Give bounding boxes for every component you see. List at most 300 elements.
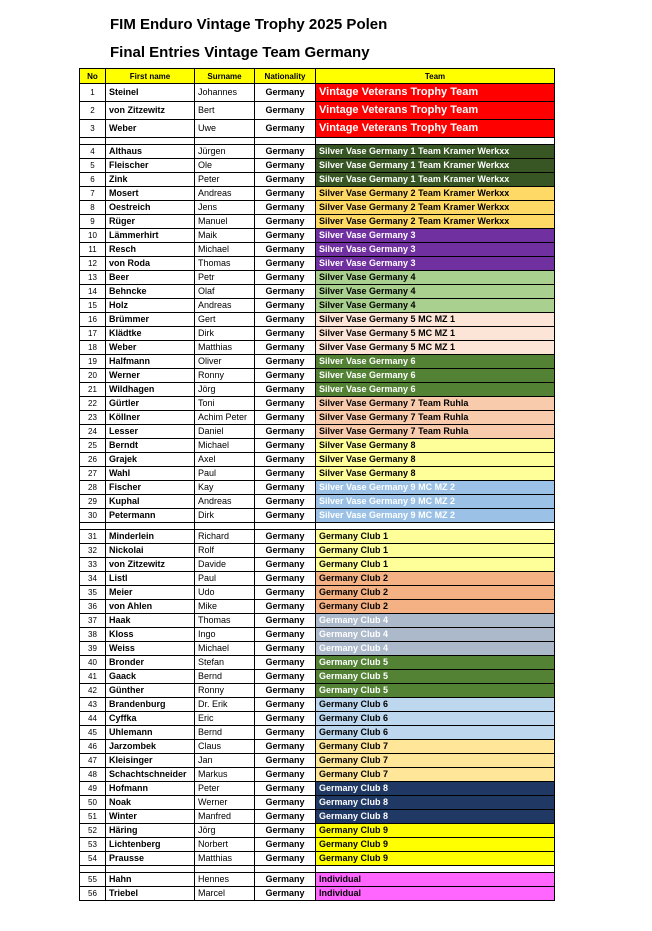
nationality-cell: Germany [255,467,316,481]
table-row [80,243,555,257]
surname-cell: Michael [195,439,255,453]
nationality-cell: Germany [255,369,316,383]
table-row [80,341,555,355]
nationality-cell: Germany [255,698,316,712]
no-cell: 4 [80,145,106,159]
team-cell: Silver Vase Germany 3 [316,257,555,271]
table-row [80,754,555,768]
table-body [80,84,555,901]
table-row [80,383,555,397]
nationality-cell: Germany [255,558,316,572]
surname-cell: Ole [195,159,255,173]
spacer-cell [106,523,195,530]
first-name-cell: Weiss [106,642,195,656]
team-cell: Germany Club 6 [316,712,555,726]
first-name-cell: Zink [106,173,195,187]
nationality-cell: Germany [255,600,316,614]
team-cell: Silver Vase Germany 7 Team Ruhla [316,411,555,425]
team-cell: Silver Vase Germany 1 Team Kramer Werkxx [316,145,555,159]
surname-cell: Thomas [195,614,255,628]
team-cell: Germany Club 9 [316,838,555,852]
surname-cell: Matthias [195,852,255,866]
no-cell: 54 [80,852,106,866]
no-cell: 37 [80,614,106,628]
first-name-cell: Lichtenberg [106,838,195,852]
no-cell: 49 [80,782,106,796]
surname-cell: Andreas [195,495,255,509]
no-cell: 25 [80,439,106,453]
table-row [80,411,555,425]
table-row [80,740,555,754]
team-cell: Germany Club 5 [316,670,555,684]
table-row [80,102,555,120]
surname-cell: Werner [195,796,255,810]
nationality-cell: Germany [255,873,316,887]
first-name-cell: Gürtler [106,397,195,411]
first-name-cell: Beer [106,271,195,285]
first-name-cell: Weber [106,341,195,355]
nationality-cell: Germany [255,313,316,327]
surname-cell: Axel [195,453,255,467]
table-row [80,873,555,887]
team-cell: Silver Vase Germany 6 [316,383,555,397]
header-no: No [80,69,106,84]
nationality-cell: Germany [255,726,316,740]
table-row [80,614,555,628]
team-cell: Germany Club 2 [316,600,555,614]
no-cell: 38 [80,628,106,642]
table-row [80,215,555,229]
team-cell: Germany Club 2 [316,572,555,586]
first-name-cell: Oestreich [106,201,195,215]
team-cell: Vintage Veterans Trophy Team [316,102,555,120]
surname-cell: Ronny [195,369,255,383]
no-cell: 20 [80,369,106,383]
table-row [80,838,555,852]
spacer-cell [195,138,255,145]
nationality-cell: Germany [255,257,316,271]
first-name-cell: Brümmer [106,313,195,327]
team-cell: Germany Club 5 [316,656,555,670]
first-name-cell: Halfmann [106,355,195,369]
header-first-name: First name [106,69,195,84]
first-name-cell: Meier [106,586,195,600]
surname-cell: Claus [195,740,255,754]
surname-cell: Petr [195,271,255,285]
nationality-cell: Germany [255,383,316,397]
team-cell: Germany Club 6 [316,698,555,712]
team-cell: Germany Club 9 [316,852,555,866]
first-name-cell: Köllner [106,411,195,425]
surname-cell: Dirk [195,509,255,523]
no-cell: 46 [80,740,106,754]
table-row [80,313,555,327]
table-row [80,397,555,411]
surname-cell: Udo [195,586,255,600]
team-cell: Individual [316,887,555,901]
spacer-cell [80,523,106,530]
no-cell: 42 [80,684,106,698]
team-cell: Silver Vase Germany 1 Team Kramer Werkxx [316,173,555,187]
first-name-cell: Listl [106,572,195,586]
first-name-cell: Weber [106,120,195,138]
nationality-cell: Germany [255,656,316,670]
team-cell: Germany Club 8 [316,796,555,810]
table-row [80,425,555,439]
surname-cell: Matthias [195,341,255,355]
nationality-cell: Germany [255,782,316,796]
no-cell: 9 [80,215,106,229]
table-row [80,656,555,670]
first-name-cell: Hahn [106,873,195,887]
surname-cell: Andreas [195,187,255,201]
nationality-cell: Germany [255,684,316,698]
first-name-cell: Holz [106,299,195,313]
spacer-cell [80,866,106,873]
surname-cell: Markus [195,768,255,782]
first-name-cell: Petermann [106,509,195,523]
first-name-cell: Lesser [106,425,195,439]
no-cell: 55 [80,873,106,887]
nationality-cell: Germany [255,824,316,838]
table-row [80,229,555,243]
nationality-cell: Germany [255,887,316,901]
no-cell: 47 [80,754,106,768]
no-cell: 43 [80,698,106,712]
team-cell: Germany Club 4 [316,642,555,656]
surname-cell: Davide [195,558,255,572]
surname-cell: Kay [195,481,255,495]
nationality-cell: Germany [255,796,316,810]
team-cell: Germany Club 8 [316,782,555,796]
table-row [80,481,555,495]
no-cell: 50 [80,796,106,810]
surname-cell: Jan [195,754,255,768]
table-row [80,327,555,341]
nationality-cell: Germany [255,271,316,285]
first-name-cell: Wildhagen [106,383,195,397]
first-name-cell: von Zitzewitz [106,102,195,120]
team-cell: Germany Club 7 [316,768,555,782]
first-name-cell: Rüger [106,215,195,229]
team-cell: Silver Vase Germany 3 [316,243,555,257]
nationality-cell: Germany [255,397,316,411]
first-name-cell: Berndt [106,439,195,453]
table-row [80,887,555,901]
team-cell: Germany Club 5 [316,684,555,698]
first-name-cell: Triebel [106,887,195,901]
table-row [80,530,555,544]
first-name-cell: Resch [106,243,195,257]
surname-cell: Norbert [195,838,255,852]
team-cell: Vintage Veterans Trophy Team [316,120,555,138]
no-cell: 15 [80,299,106,313]
table-row [80,768,555,782]
team-cell: Silver Vase Germany 2 Team Kramer Werkxx [316,215,555,229]
nationality-cell: Germany [255,509,316,523]
spacer-cell [255,523,316,530]
first-name-cell: Kleisinger [106,754,195,768]
table-row [80,299,555,313]
table-row [80,628,555,642]
header-surname: Surname [195,69,255,84]
first-name-cell: Minderlein [106,530,195,544]
table-row [80,810,555,824]
surname-cell: Bernd [195,726,255,740]
no-cell: 45 [80,726,106,740]
first-name-cell: Werner [106,369,195,383]
spacer-cell [316,866,555,873]
no-cell: 5 [80,159,106,173]
team-cell: Silver Vase Germany 8 [316,453,555,467]
nationality-cell: Germany [255,120,316,138]
surname-cell: Daniel [195,425,255,439]
team-cell: Silver Vase Germany 4 [316,271,555,285]
first-name-cell: Fischer [106,481,195,495]
first-name-cell: Wahl [106,467,195,481]
table-row [80,544,555,558]
table-row [80,698,555,712]
nationality-cell: Germany [255,586,316,600]
first-name-cell: Klädtke [106,327,195,341]
table-row [80,187,555,201]
no-cell: 32 [80,544,106,558]
table-row [80,120,555,138]
surname-cell: Michael [195,243,255,257]
team-cell: Germany Club 4 [316,614,555,628]
nationality-cell: Germany [255,187,316,201]
first-name-cell: Hofmann [106,782,195,796]
first-name-cell: Kloss [106,628,195,642]
no-cell: 52 [80,824,106,838]
team-cell: Silver Vase Germany 1 Team Kramer Werkxx [316,159,555,173]
no-cell: 17 [80,327,106,341]
first-name-cell: Steinel [106,84,195,102]
no-cell: 28 [80,481,106,495]
nationality-cell: Germany [255,544,316,558]
surname-cell: Rolf [195,544,255,558]
nationality-cell: Germany [255,285,316,299]
surname-cell: Achim Peter [195,411,255,425]
team-cell: Germany Club 2 [316,586,555,600]
team-cell: Silver Vase Germany 9 MC MZ 2 [316,481,555,495]
nationality-cell: Germany [255,481,316,495]
nationality-cell: Germany [255,439,316,453]
team-cell: Individual [316,873,555,887]
nationality-cell: Germany [255,453,316,467]
surname-cell: Johannes [195,84,255,102]
table-row [80,684,555,698]
no-cell: 3 [80,120,106,138]
nationality-cell: Germany [255,712,316,726]
no-cell: 11 [80,243,106,257]
no-cell: 30 [80,509,106,523]
surname-cell: Ingo [195,628,255,642]
first-name-cell: Brandenburg [106,698,195,712]
no-cell: 39 [80,642,106,656]
table-row [80,355,555,369]
team-cell: Germany Club 8 [316,810,555,824]
team-cell: Germany Club 1 [316,530,555,544]
table-row [80,852,555,866]
no-cell: 48 [80,768,106,782]
surname-cell: Uwe [195,120,255,138]
group-spacer-row [80,138,555,145]
table-row [80,271,555,285]
no-cell: 29 [80,495,106,509]
surname-cell: Toni [195,397,255,411]
spacer-cell [255,138,316,145]
no-cell: 2 [80,102,106,120]
first-name-cell: Althaus [106,145,195,159]
first-name-cell: Grajek [106,453,195,467]
spacer-cell [255,866,316,873]
team-cell: Germany Club 1 [316,558,555,572]
first-name-cell: Prausse [106,852,195,866]
surname-cell: Andreas [195,299,255,313]
entries-table [79,68,555,901]
table-row [80,572,555,586]
nationality-cell: Germany [255,355,316,369]
team-cell: Germany Club 7 [316,754,555,768]
nationality-cell: Germany [255,852,316,866]
surname-cell: Stefan [195,656,255,670]
team-cell: Silver Vase Germany 4 [316,285,555,299]
no-cell: 12 [80,257,106,271]
document-title: FIM Enduro Vintage Trophy 2025 Polen [110,16,388,33]
no-cell: 53 [80,838,106,852]
no-cell: 24 [80,425,106,439]
no-cell: 19 [80,355,106,369]
first-name-cell: von Roda [106,257,195,271]
no-cell: 34 [80,572,106,586]
document-subtitle: Final Entries Vintage Team Germany [110,44,370,61]
first-name-cell: Uhlemann [106,726,195,740]
table-row [80,173,555,187]
surname-cell: Paul [195,467,255,481]
team-cell: Silver Vase Germany 8 [316,467,555,481]
nationality-cell: Germany [255,642,316,656]
nationality-cell: Germany [255,173,316,187]
surname-cell: Bert [195,102,255,120]
header-team: Team [316,69,555,84]
team-cell: Silver Vase Germany 9 MC MZ 2 [316,509,555,523]
no-cell: 44 [80,712,106,726]
no-cell: 22 [80,397,106,411]
table-row [80,453,555,467]
surname-cell: Michael [195,642,255,656]
team-cell: Silver Vase Germany 7 Team Ruhla [316,397,555,411]
first-name-cell: Gaack [106,670,195,684]
team-cell: Germany Club 7 [316,740,555,754]
first-name-cell: Nickolai [106,544,195,558]
nationality-cell: Germany [255,425,316,439]
spacer-cell [316,138,555,145]
no-cell: 21 [80,383,106,397]
spacer-cell [80,138,106,145]
surname-cell: Jörg [195,383,255,397]
no-cell: 13 [80,271,106,285]
team-cell: Silver Vase Germany 8 [316,439,555,453]
team-cell: Silver Vase Germany 4 [316,299,555,313]
surname-cell: Paul [195,572,255,586]
table-row [80,600,555,614]
no-cell: 27 [80,467,106,481]
surname-cell: Peter [195,173,255,187]
table-row [80,257,555,271]
nationality-cell: Germany [255,229,316,243]
nationality-cell: Germany [255,768,316,782]
table-row [80,670,555,684]
first-name-cell: Mosert [106,187,195,201]
nationality-cell: Germany [255,838,316,852]
team-cell: Silver Vase Germany 7 Team Ruhla [316,425,555,439]
nationality-cell: Germany [255,530,316,544]
team-cell: Silver Vase Germany 2 Team Kramer Werkxx [316,187,555,201]
surname-cell: Thomas [195,257,255,271]
nationality-cell: Germany [255,754,316,768]
table-header-row [80,69,555,84]
table-row [80,782,555,796]
no-cell: 33 [80,558,106,572]
nationality-cell: Germany [255,201,316,215]
surname-cell: Manuel [195,215,255,229]
team-cell: Silver Vase Germany 5 MC MZ 1 [316,341,555,355]
surname-cell: Bernd [195,670,255,684]
nationality-cell: Germany [255,341,316,355]
first-name-cell: von Ahlen [106,600,195,614]
team-cell: Germany Club 4 [316,628,555,642]
nationality-cell: Germany [255,159,316,173]
nationality-cell: Germany [255,215,316,229]
surname-cell: Marcel [195,887,255,901]
table-row [80,495,555,509]
no-cell: 41 [80,670,106,684]
first-name-cell: Bronder [106,656,195,670]
surname-cell: Jörg [195,824,255,838]
table-row [80,712,555,726]
no-cell: 1 [80,84,106,102]
spacer-cell [106,866,195,873]
first-name-cell: Fleischer [106,159,195,173]
table-row [80,726,555,740]
first-name-cell: Behncke [106,285,195,299]
surname-cell: Jürgen [195,145,255,159]
no-cell: 14 [80,285,106,299]
first-name-cell: Häring [106,824,195,838]
nationality-cell: Germany [255,670,316,684]
table-row [80,467,555,481]
spacer-cell [316,523,555,530]
group-spacer-row [80,866,555,873]
first-name-cell: Schachtschneider [106,768,195,782]
table-row [80,201,555,215]
no-cell: 18 [80,341,106,355]
no-cell: 10 [80,229,106,243]
table-row [80,509,555,523]
team-cell: Germany Club 1 [316,544,555,558]
spacer-cell [106,138,195,145]
nationality-cell: Germany [255,614,316,628]
table-row [80,642,555,656]
nationality-cell: Germany [255,810,316,824]
surname-cell: Jens [195,201,255,215]
first-name-cell: von Zitzewitz [106,558,195,572]
surname-cell: Dr. Erik [195,698,255,712]
first-name-cell: Jarzombek [106,740,195,754]
table-row [80,145,555,159]
no-cell: 26 [80,453,106,467]
